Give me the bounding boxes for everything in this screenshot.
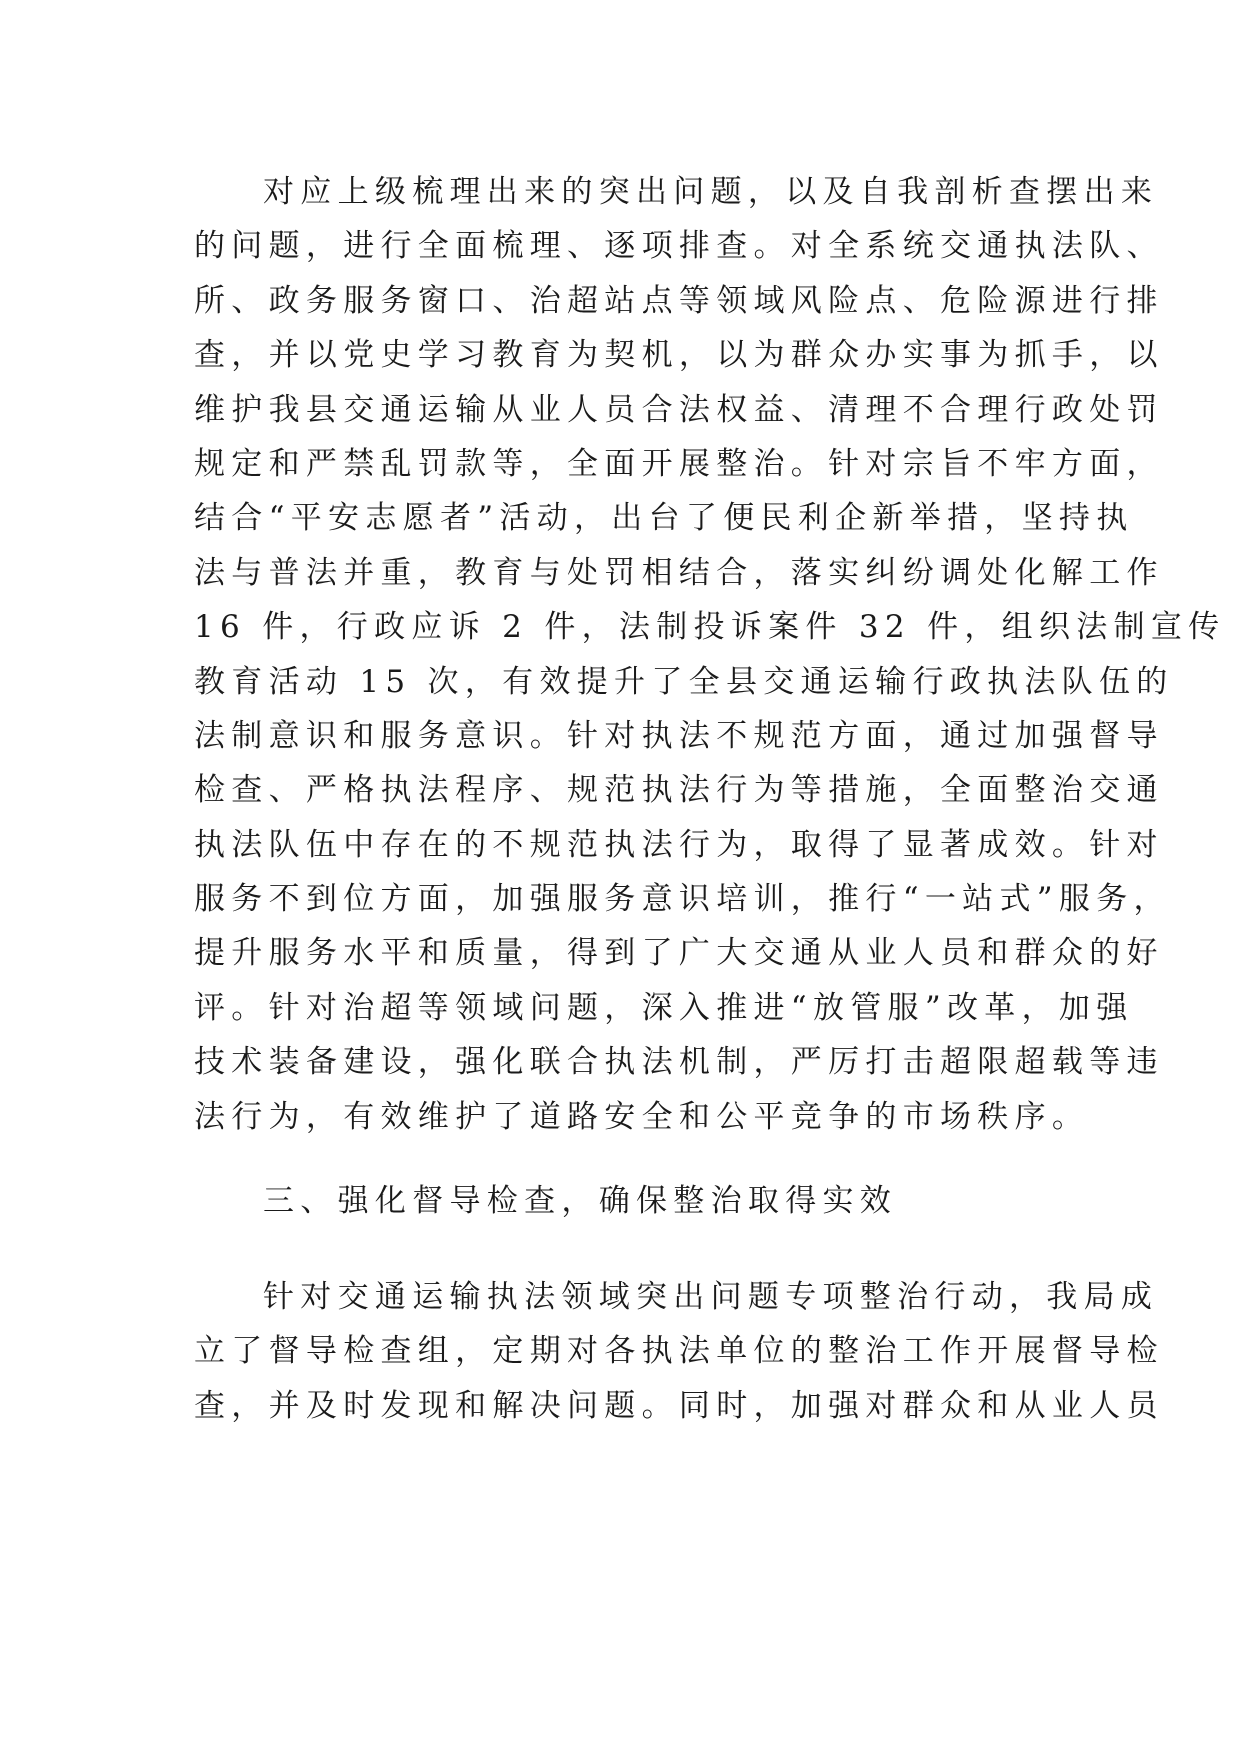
paragraph-line: 服务不到位方面，加强服务意识培训，推行“一站式”服务， (194, 881, 1171, 918)
paragraph-line: 提升服务水平和质量，得到了广大交通从业人员和群众的好 (194, 935, 1164, 972)
paragraph-line: 教育活动 15 次，有效提升了全县交通运输行政执法队伍的 (194, 663, 1174, 700)
paragraph-line: 维护我县交通运输从业人员合法权益、清理不合理行政处罚 (194, 391, 1164, 428)
paragraph-line: 针对交通运输执法领域突出问题专项整治行动，我局成 (263, 1279, 1159, 1315)
paragraph-line: 结合“平安志愿者”活动，出台了便民利企新举措，坚持执 (194, 500, 1134, 537)
paragraph-line: 立了督导检查组，定期对各执法单位的整治工作开展督导检 (194, 1333, 1164, 1370)
paragraph-line: 法制意识和服务意识。针对执法不规范方面，通过加强督导 (194, 717, 1164, 754)
paragraph-line: 评。针对治超等领域问题，深入推进“放管服”改革，加强 (194, 989, 1134, 1026)
paragraph-line: 查，并及时发现和解决问题。同时，加强对群众和从业人员 (194, 1387, 1164, 1424)
paragraph-line: 技术装备建设，强化联合执法机制，严厉打击超限超载等违 (194, 1044, 1164, 1081)
body-paragraph (194, 1270, 1164, 1433)
body-paragraph (194, 165, 1226, 1144)
paragraph-line: 检查、严格执法程序、规范执法行为等措施，全面整治交通 (194, 772, 1164, 809)
paragraph-line: 规定和严禁乱罚款等，全面开展整治。针对宗旨不牢方面， (194, 445, 1164, 482)
paragraph-line: 所、政务服务窗口、治超站点等领域风险点、危险源进行排 (194, 282, 1164, 319)
paragraph-line: 执法队伍中存在的不规范执法行为，取得了显著成效。针对 (194, 826, 1164, 863)
paragraph-line: 法与普法并重，教育与处罚相结合，落实纠纷调处化解工作 (194, 554, 1164, 591)
paragraph-line: 法行为，有效维护了道路安全和公平竞争的市场秩序。 (194, 1098, 1090, 1135)
paragraph-line: 查，并以党史学习教育为契机，以为群众办实事为抓手，以 (194, 337, 1164, 374)
paragraph-line: 16 件，行政应诉 2 件，法制投诉案件 32 件，组织法制宣传 (194, 609, 1226, 646)
section-heading (194, 1174, 1046, 1228)
paragraph-line: 对应上级梳理出来的突出问题，以及自我剖析查摆出来 (263, 174, 1159, 210)
paragraph-line: 的问题，进行全面梳理、逐项排查。对全系统交通执法队、 (194, 228, 1164, 265)
section-heading-text: 三、强化督导检查，确保整治取得实效 (263, 1183, 898, 1219)
